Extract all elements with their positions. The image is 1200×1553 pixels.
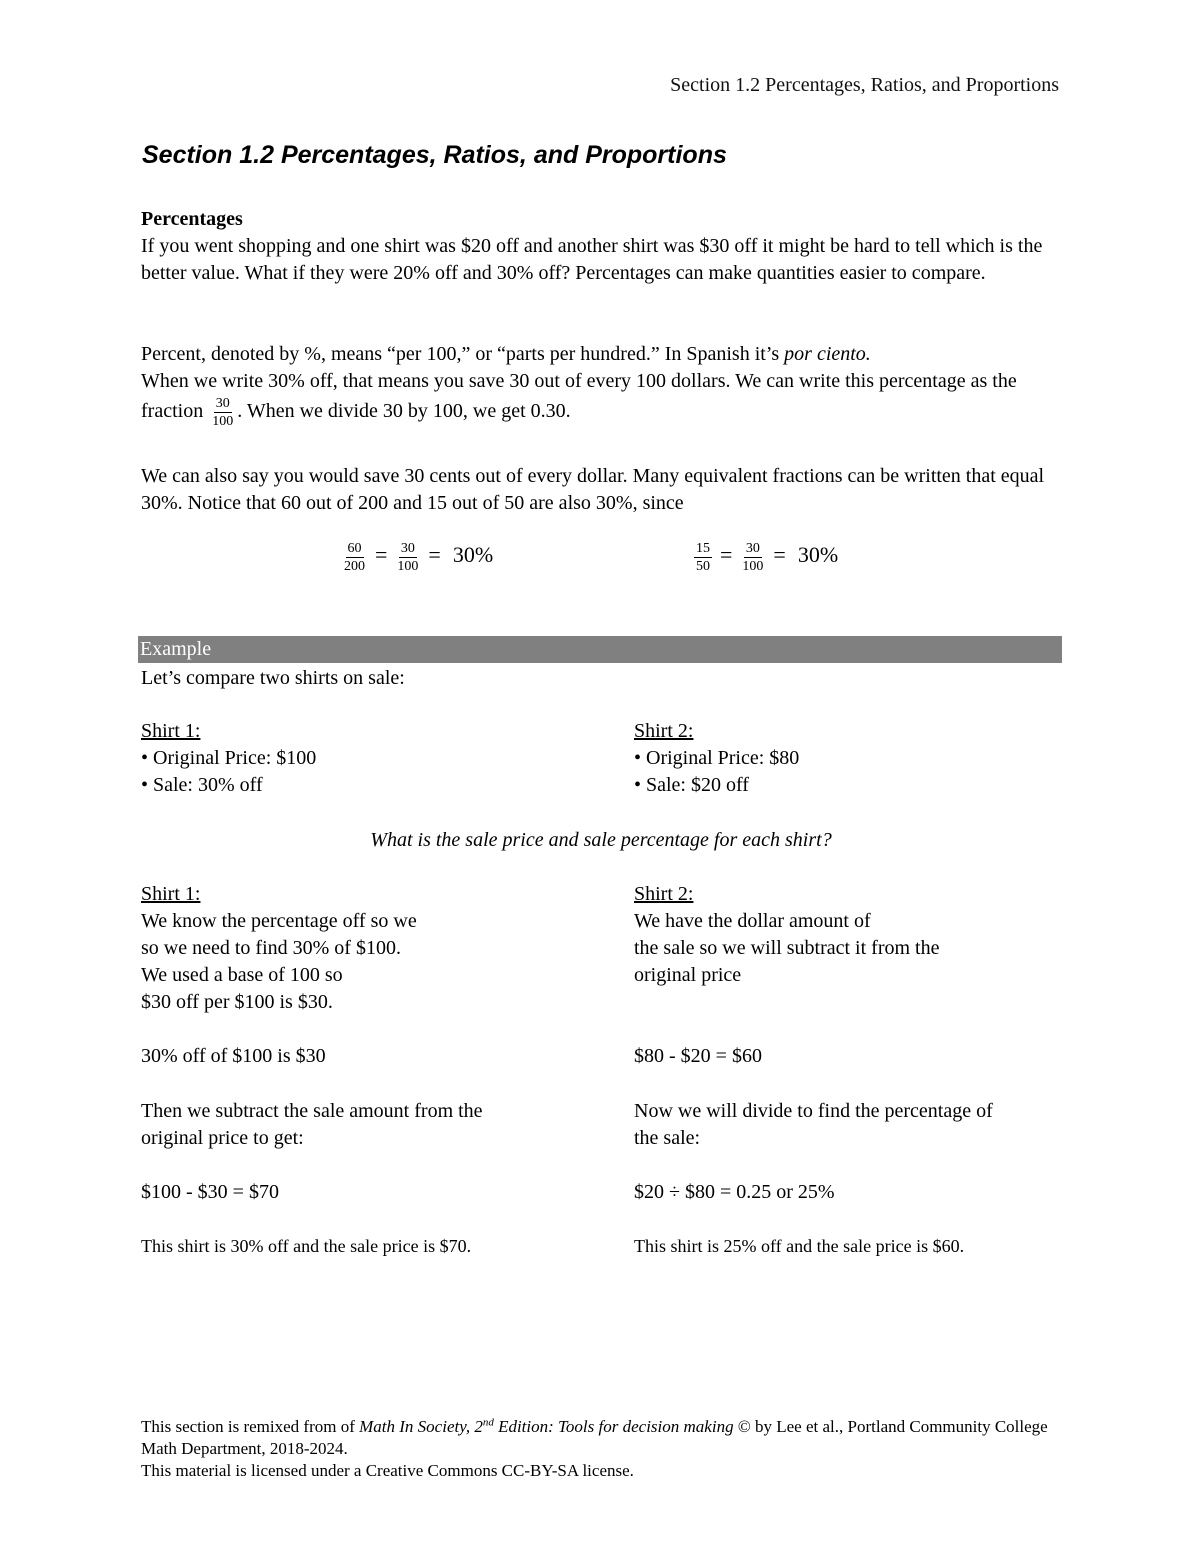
running-header: Section 1.2 Percentages, Ratios, and Proportions (670, 74, 1059, 96)
equation-15-50: $\frac{15}{50}$ = $\frac{30}{100}$ = 30% (696, 541, 839, 574)
solution1-line2: so we need to find 30% of $100. (141, 937, 401, 959)
spanish-term: por ciento. (784, 343, 871, 365)
solution2-calc2: $20 ÷ $80 = 0.25 or 25% (634, 1181, 835, 1203)
paragraph-intro: If you went shopping and one shirt was $20 off and another shirt was $30 off it might be hard to tell which is the better value. What if they were 20% off and 30% off? Percentages can make quantities easier to compare. (141, 235, 1043, 284)
solution1-line1: We know the percentage off so we (141, 910, 417, 932)
solution2-then: Now we will divide to find the percentage of the sale: (634, 1100, 993, 1149)
solution1-line4: $30 off per $100 is $30. (141, 991, 333, 1013)
paragraph-percent-definition (141, 341, 1061, 430)
solution2-line2: the sale so we will subtract it from the (634, 937, 940, 959)
percentages-heading: Percentages (141, 208, 243, 230)
paragraph-equivalent-fractions: We can also say you would save 30 cents out of every dollar. Many equivalent fractions can be written that equal 30%. Notice that 60 out of 200 and 15 out of 50 are also 30%, since (141, 465, 1045, 514)
example-bar: Example (138, 636, 1062, 663)
solution1-then: Then we subtract the sale amount from the original price to get: (141, 1100, 483, 1149)
percentages-section (141, 206, 1061, 287)
fraction-text: When we write 30% off, that means you save 30 out of every 100 dollars. We can write this percentage as the fraction (141, 370, 1017, 423)
footer-attribution: This section is remixed from of Math In Society, 2nd Edition: Tools for decision making © by Lee et al., Portland Community College Math Department, 2018-2024. This material is licensed under a Creative Commons CC-BY-SA license. (141, 1416, 1061, 1482)
example-intro: Let’s compare two shirts on sale: (141, 667, 405, 689)
fraction-30-100: $\frac{30}{100}$ (212, 396, 234, 429)
solution2-line1: We have the dollar amount of (634, 910, 871, 932)
shirt2-info (634, 718, 1064, 799)
shirt1-label: Shirt 1: (141, 720, 201, 742)
divide-text: . When we divide 30 by 100, we get 0.30. (237, 400, 571, 423)
example-question: What is the sale price and sale percentage for each shirt? (370, 829, 832, 851)
section-title: Section 1.2 Percentages, Ratios, and Proportions (142, 141, 727, 169)
solution1-calc1: 30% off of $100 is $30 (141, 1045, 326, 1067)
shirt2-solution (634, 881, 1064, 989)
solution2-line3: original price (634, 964, 742, 986)
shirt1-sale: • Sale: 30% off (141, 774, 263, 796)
shirt1-price: • Original Price: $100 (141, 747, 317, 769)
shirt1-solution (141, 881, 601, 1016)
equation-60-200: $\frac{60}{200}$ = $\frac{30}{100}$ = 30% (344, 541, 494, 574)
footer-license: This material is licensed under a Creative Commons CC-BY-SA license. (141, 1461, 634, 1480)
shirt2-sale: • Sale: $20 off (634, 774, 749, 796)
solution2-calc1: $80 - $20 = $60 (634, 1045, 762, 1067)
shirt2-label: Shirt 2: (634, 720, 694, 742)
solution1-conclusion: This shirt is 30% off and the sale price is $70. (141, 1236, 472, 1256)
definition-text: Percent, denoted by %, means “per 100,” or “parts per hundred.” In Spanish it’s (141, 343, 785, 365)
book-title: Math In Society, 2nd Edition: Tools for decision making (359, 1416, 734, 1436)
solution1-label: Shirt 1: (141, 883, 201, 905)
shirt1-info (141, 718, 601, 799)
solution2-conclusion: This shirt is 25% off and the sale price is $60. (634, 1236, 965, 1256)
solution2-label: Shirt 2: (634, 883, 694, 905)
solution1-calc2: $100 - $30 = $70 (141, 1181, 279, 1203)
shirt2-price: • Original Price: $80 (634, 747, 800, 769)
solution1-line3: We used a base of 100 so (141, 964, 343, 986)
